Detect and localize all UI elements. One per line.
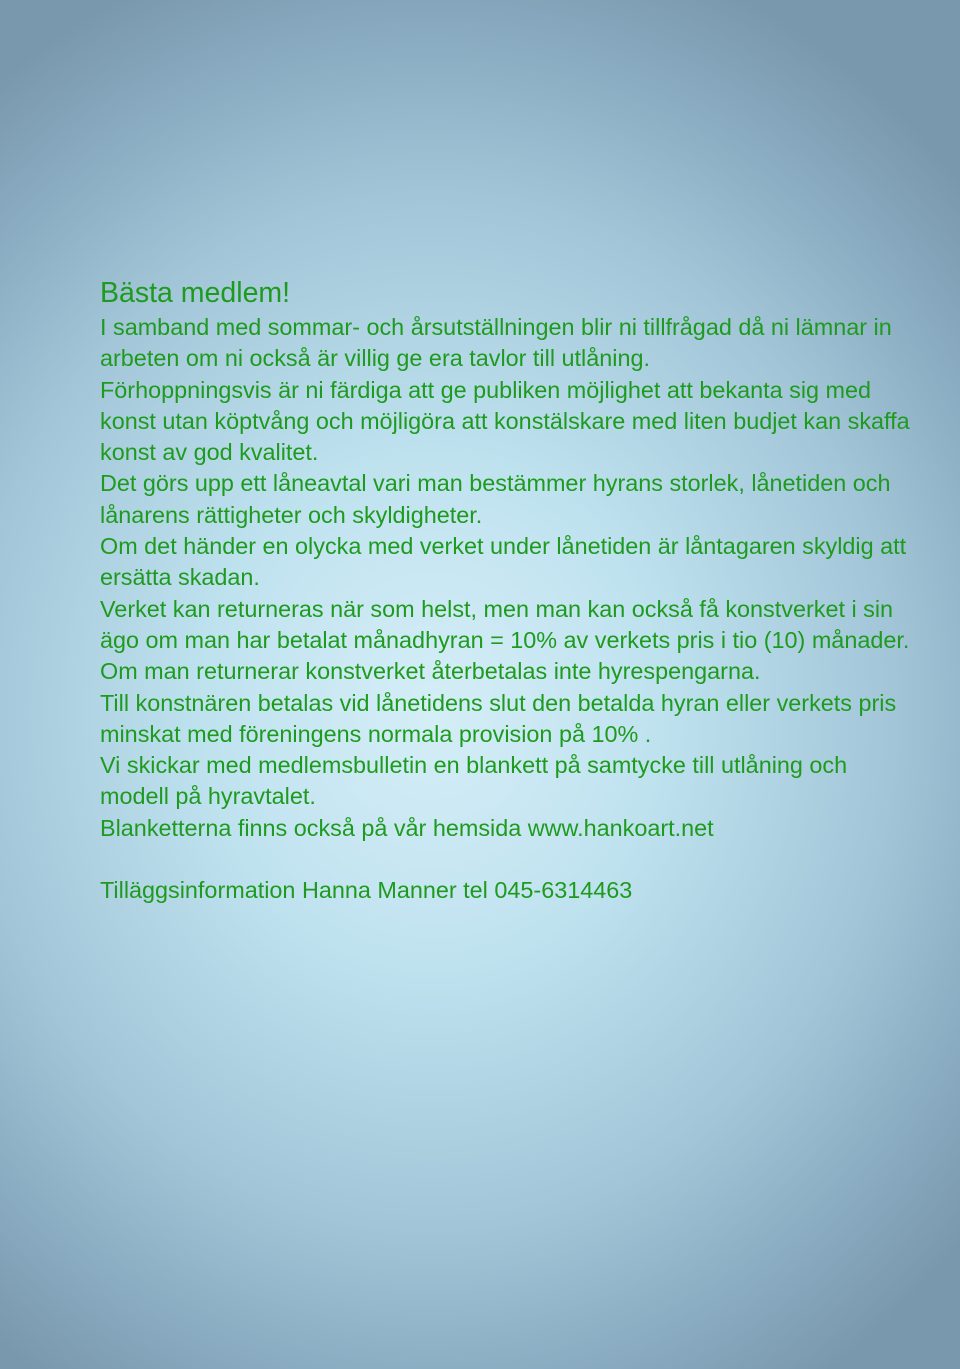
paragraph-artist-payment: Till konstnären betalas vid lånetidens slut den betalda hyran eller verkets pris minskat med föreningens normala provision på 10% . [100, 689, 897, 747]
letter-body [100, 312, 920, 844]
paragraph-loan-agreement: Det görs upp ett låneavtal vari man bestämmer hyrans storlek, lånetiden och lånarens rättigheter och skyldigheter. [100, 470, 891, 528]
contact-info: Tilläggsinformation Hanna Manner tel 045-6314463 [100, 877, 633, 904]
letter [100, 274, 920, 906]
paragraph-enclosed-forms: Vi skickar med medlemsbulletin en blankett på samtycke till utlåning och modell på hyravtalet. [100, 752, 848, 810]
paragraph-damage-liability: Om det händer en olycka med verket under lånetiden är låntagaren skyldig att ersätta skadan. [100, 533, 907, 591]
paragraph-return-policy: Verket kan returneras när som helst, men man kan också få konstverket i sin ägo om man har betalat månadhyran = 10% av verkets pris i tio (10) månader. Om man returnerar konstverket återbetalas inte hyrespengarna. [100, 595, 910, 685]
paragraph-website: Blanketterna finns också på vår hemsida www.hankoart.net [100, 814, 714, 841]
paragraph-purpose: Förhoppningsvis är ni färdiga att ge publiken möjlighet att bekanta sig med konst utan köptvång och möjligöra att konstälskare med liten budjet kan skaffa konst av god kvalitet. [100, 376, 910, 466]
greeting-heading: Bästa medlem! [100, 277, 291, 309]
paragraph-loan-inquiry: I samband med sommar- och årsutställningen blir ni tillfrågad då ni lämnar in arbeten om ni också är villig ge era tavlor till utlåning. [100, 314, 892, 372]
